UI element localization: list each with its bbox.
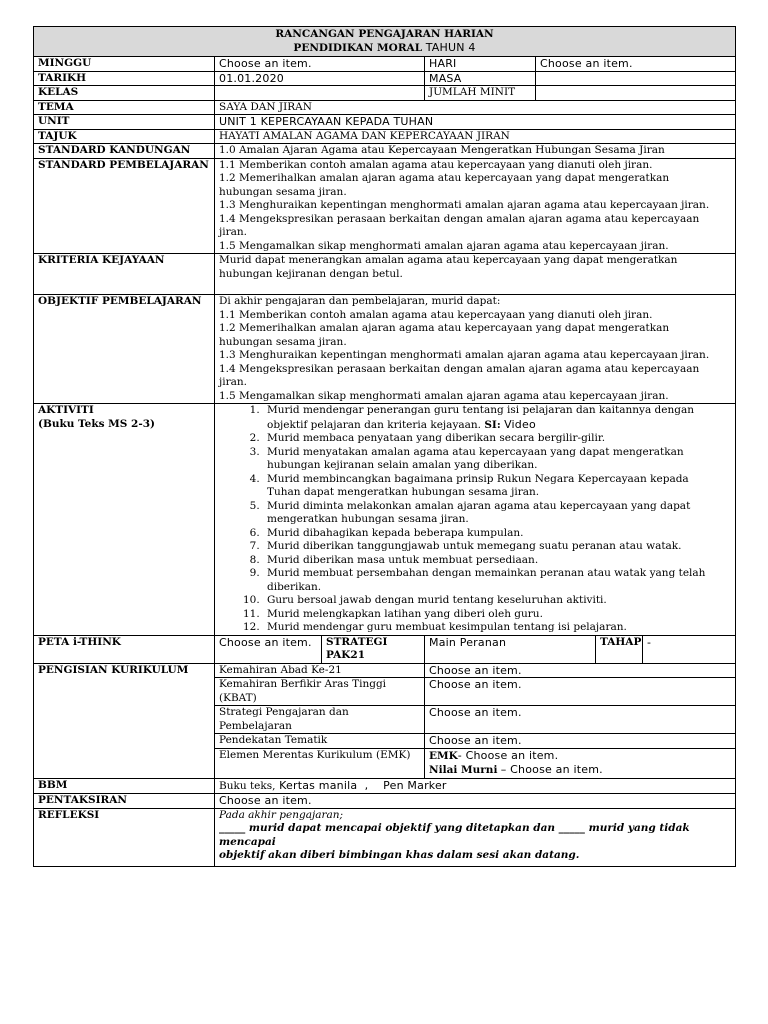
row-tema [34,100,736,115]
sp-line: 1.5 Mengamalkan sikap menghormati amalan ajaran agama atau kepercayaan jiran. [219,239,669,252]
label-tahap: TAHAP [596,635,643,663]
row-bbm [34,778,736,794]
list-item: 12. Murid mendengar guru membuat kesimpulan tentang isi pelajaran. [263,621,731,635]
header-subject: PENDIDIKAN MORAL [293,42,423,54]
kelas-field[interactable] [215,86,425,101]
list-item: 3. Murid menyatakan amalan agama atau kepercayaan yang dapat mengeratkan hubungan kejiranan selain amalan yang diberikan. [263,446,731,473]
minggu-dropdown[interactable]: Choose an item. [215,57,425,72]
row-kriteria [34,254,736,295]
pengisian-item-name: Elemen Merentas Kurikulum (EMK) [215,748,425,778]
pengisian-item-name: Kemahiran Berfikir Aras Tinggi (KBAT) [215,678,425,706]
list-item: 6. Murid dibahagikan kepada beberapa kumpulan. [263,527,731,541]
list-item: 10. Guru bersoal jawab dengan murid tentang keseluruhan aktiviti. [263,594,731,608]
label-buku-teks: (Buku Teks MS 2-3) [38,417,155,430]
peta-dropdown[interactable]: Choose an item. [215,635,322,663]
row-objektif [34,295,736,404]
strategi-value[interactable]: Main Peranan [425,635,596,663]
emk-dropdown[interactable]: - Choose an item. [457,748,559,762]
sp-line: 1.1 Memberikan contoh amalan agama atau kepercayaan yang dianuti oleh jiran. [219,158,653,171]
standard-pembelajaran-value[interactable] [215,158,736,254]
label-tema: TEMA [34,100,215,115]
refleksi-value[interactable] [215,808,736,866]
masa-field[interactable] [536,71,736,86]
tarikh-field[interactable]: 01.01.2020 [215,71,425,86]
aktiviti-value[interactable] [215,404,736,636]
list-item: 11. Murid melengkapkan latihan yang diberi oleh guru. [263,608,731,622]
sp-line: 1.2 Memerihalkan amalan ajaran agama atau kepercayaan yang dapat mengeratkan [219,172,670,184]
row-tajuk [34,129,736,144]
aktiviti-list [219,404,731,635]
label-hari: HARI [425,57,536,72]
label-standard-kandungan: STANDARD KANDUNGAN [34,144,215,159]
label-aktiviti: AKTIVITI [38,404,94,416]
op-line: hubungan sesama jiran. [219,335,347,348]
lesson-plan-table [33,26,736,867]
label-masa: MASA [425,71,536,86]
label-tajuk: TAJUK [34,129,215,144]
nilai-murni-label: Nilai Murni [429,764,498,776]
header-cell [34,27,736,57]
label-jumlah-minit: JUMLAH MINIT [425,86,536,101]
label-tarikh: TARIKH [34,71,215,86]
op-line: jiran. [219,376,247,388]
row-kelas [34,86,736,101]
row-peta [34,635,736,663]
header-row [34,27,736,57]
bbm-items: Kertas manila , Pen Marker [275,778,447,792]
label-peta: PETA i-THINK [34,635,215,663]
kemahiran-abad-dropdown[interactable]: Choose an item. [425,663,736,678]
strategi-pdp-dropdown[interactable]: Choose an item. [425,706,736,734]
lesson-plan-sheet [33,26,735,867]
header-title: RANCANGAN PENGAJARAN HARIAN [275,28,494,40]
kk-line: Murid dapat menerangkan amalan agama atau kepercayaan yang dapat mengeratkan [219,254,678,266]
list-item: 4. Murid membincangkan bagaimana prinsip Rukun Negara Kepercayaan kepada Tuhan dapat mengeratkan hubungan sesama jiran. [263,473,731,500]
jumlah-minit-field[interactable] [536,86,736,101]
unit-value[interactable]: UNIT 1 KEPERCAYAAN KEPADA TUHAN [215,115,736,130]
row-pentaksiran [34,794,736,809]
label-bbm: BBM [34,778,215,794]
row-pengisian-1 [34,663,736,678]
si-value[interactable]: Video [504,417,536,431]
label-pentaksiran: PENTAKSIRAN [34,794,215,809]
label-objektif: OBJEKTIF PEMBELAJARAN [34,295,215,404]
op-line: 1.1 Memberikan contoh amalan agama atau kepercayaan yang dianuti oleh jiran. [219,308,653,321]
pentaksiran-dropdown[interactable]: Choose an item. [215,794,736,809]
standard-kandungan-value[interactable]: 1.0 Amalan Ajaran Agama atau Kepercayaan Mengeratkan Hubungan Sesama Jiran [215,144,736,159]
row-minggu [34,57,736,72]
sp-line: 1.3 Menghuraikan kepentingan menghormati amalan ajaran agama atau kepercayaan jiran. [219,199,710,211]
op-line: 1.4 Mengekspresikan perasaan berkaitan dengan amalan ajaran agama atau kepercayaan [219,362,700,375]
row-refleksi [34,808,736,866]
label-refleksi: REFLEKSI [34,808,215,866]
label-unit: UNIT [34,115,215,130]
objektif-value[interactable] [215,295,736,404]
list-item: 8. Murid diberikan masa untuk membuat persediaan. [263,554,731,568]
emk-cell [425,748,736,778]
label-minggu: MINGGU [34,57,215,72]
row-standard-kandungan [34,144,736,159]
row-tarikh [34,71,736,86]
label-kriteria: KRITERIA KEJAYAAN [34,254,215,295]
list-item: 7. Murid diberikan tanggungjawab untuk memegang suatu peranan atau watak. [263,540,731,554]
op-line: 1.3 Menghuraikan kepentingan menghormati amalan ajaran agama atau kepercayaan jiran. [219,349,710,361]
pengisian-item-name: Strategi Pengajaran dan Pembelajaran [215,706,425,734]
op-line: 1.2 Memerihalkan amalan ajaran agama atau kepercayaan yang dapat mengeratkan [219,322,670,334]
list-item: 5. Murid diminta melakonkan amalan ajaran agama atau kepercayaan yang dapat mengeratkan hubungan sesama jiran. [263,500,731,527]
pengisian-item-name: Pendekatan Tematik [215,734,425,749]
sp-line: jiran. [219,226,247,238]
list-item: 9. Murid membuat persembahan dengan memainkan peranan atau watak yang telah diberikan. [263,567,731,594]
hari-dropdown[interactable]: Choose an item. [536,57,736,72]
list-item: 1. Murid mendengar penerangan guru tentang isi pelajaran dan kaitannya dengan objektif pelajaran dan kriteria kejayaan. SI: Video [263,404,731,432]
refleksi-line-3: objektif akan diberi bimbingan khas dalam sesi akan datang. [219,849,580,861]
kriteria-value[interactable] [215,254,736,295]
row-standard-pembelajaran [34,158,736,254]
sp-line: 1.4 Mengekspresikan perasaan berkaitan dengan amalan ajaran agama atau kepercayaan [219,212,700,225]
label-aktiviti-cell [34,404,215,636]
kk-line: hubungan kejiranan dengan betul. [219,267,403,280]
pengisian-item-name: Kemahiran Abad Ke-21 [215,663,425,678]
nilai-murni-dropdown[interactable]: – Choose an item. [500,763,603,776]
bbm-value[interactable] [215,778,736,794]
list-item: 2. Murid membaca penyataan yang diberikan secara bergilir-gilir. [263,432,731,446]
si-label: SI: [484,418,501,431]
bbm-prefix: Buku teks, [219,779,276,792]
tema-value[interactable]: SAYA DAN JIRAN [215,100,736,115]
kbat-dropdown[interactable]: Choose an item. [425,678,736,706]
header-year: TAHUN 4 [425,41,476,54]
sp-line: hubungan sesama jiran. [219,185,347,198]
label-kelas: KELAS [34,86,215,101]
refleksi-line-2: _____ murid dapat mencapai objektif yang ditetapkan dan _____ murid yang tidak mencapai [219,822,690,848]
op-line: 1.5 Mengamalkan sikap menghormati amalan ajaran agama atau kepercayaan jiran. [219,389,669,402]
label-pengisian: PENGISIAN KURIKULUM [34,663,215,778]
op-line: Di akhir pengajaran dan pembelajaran, murid dapat: [219,295,501,307]
tajuk-value[interactable]: HAYATI AMALAN AGAMA DAN KEPERCAYAAN JIRAN [215,129,736,144]
tahap-value[interactable]: - [643,635,736,663]
row-unit [34,115,736,130]
pendekatan-tematik-dropdown[interactable]: Choose an item. [425,734,736,749]
emk-label: EMK [429,749,458,762]
label-strategi: STRATEGI PAK21 [322,635,425,663]
label-standard-pembelajaran: STANDARD PEMBELAJARAN [34,158,215,254]
row-aktiviti [34,404,736,636]
refleksi-line-1: Pada akhir pengajaran; [219,808,344,821]
